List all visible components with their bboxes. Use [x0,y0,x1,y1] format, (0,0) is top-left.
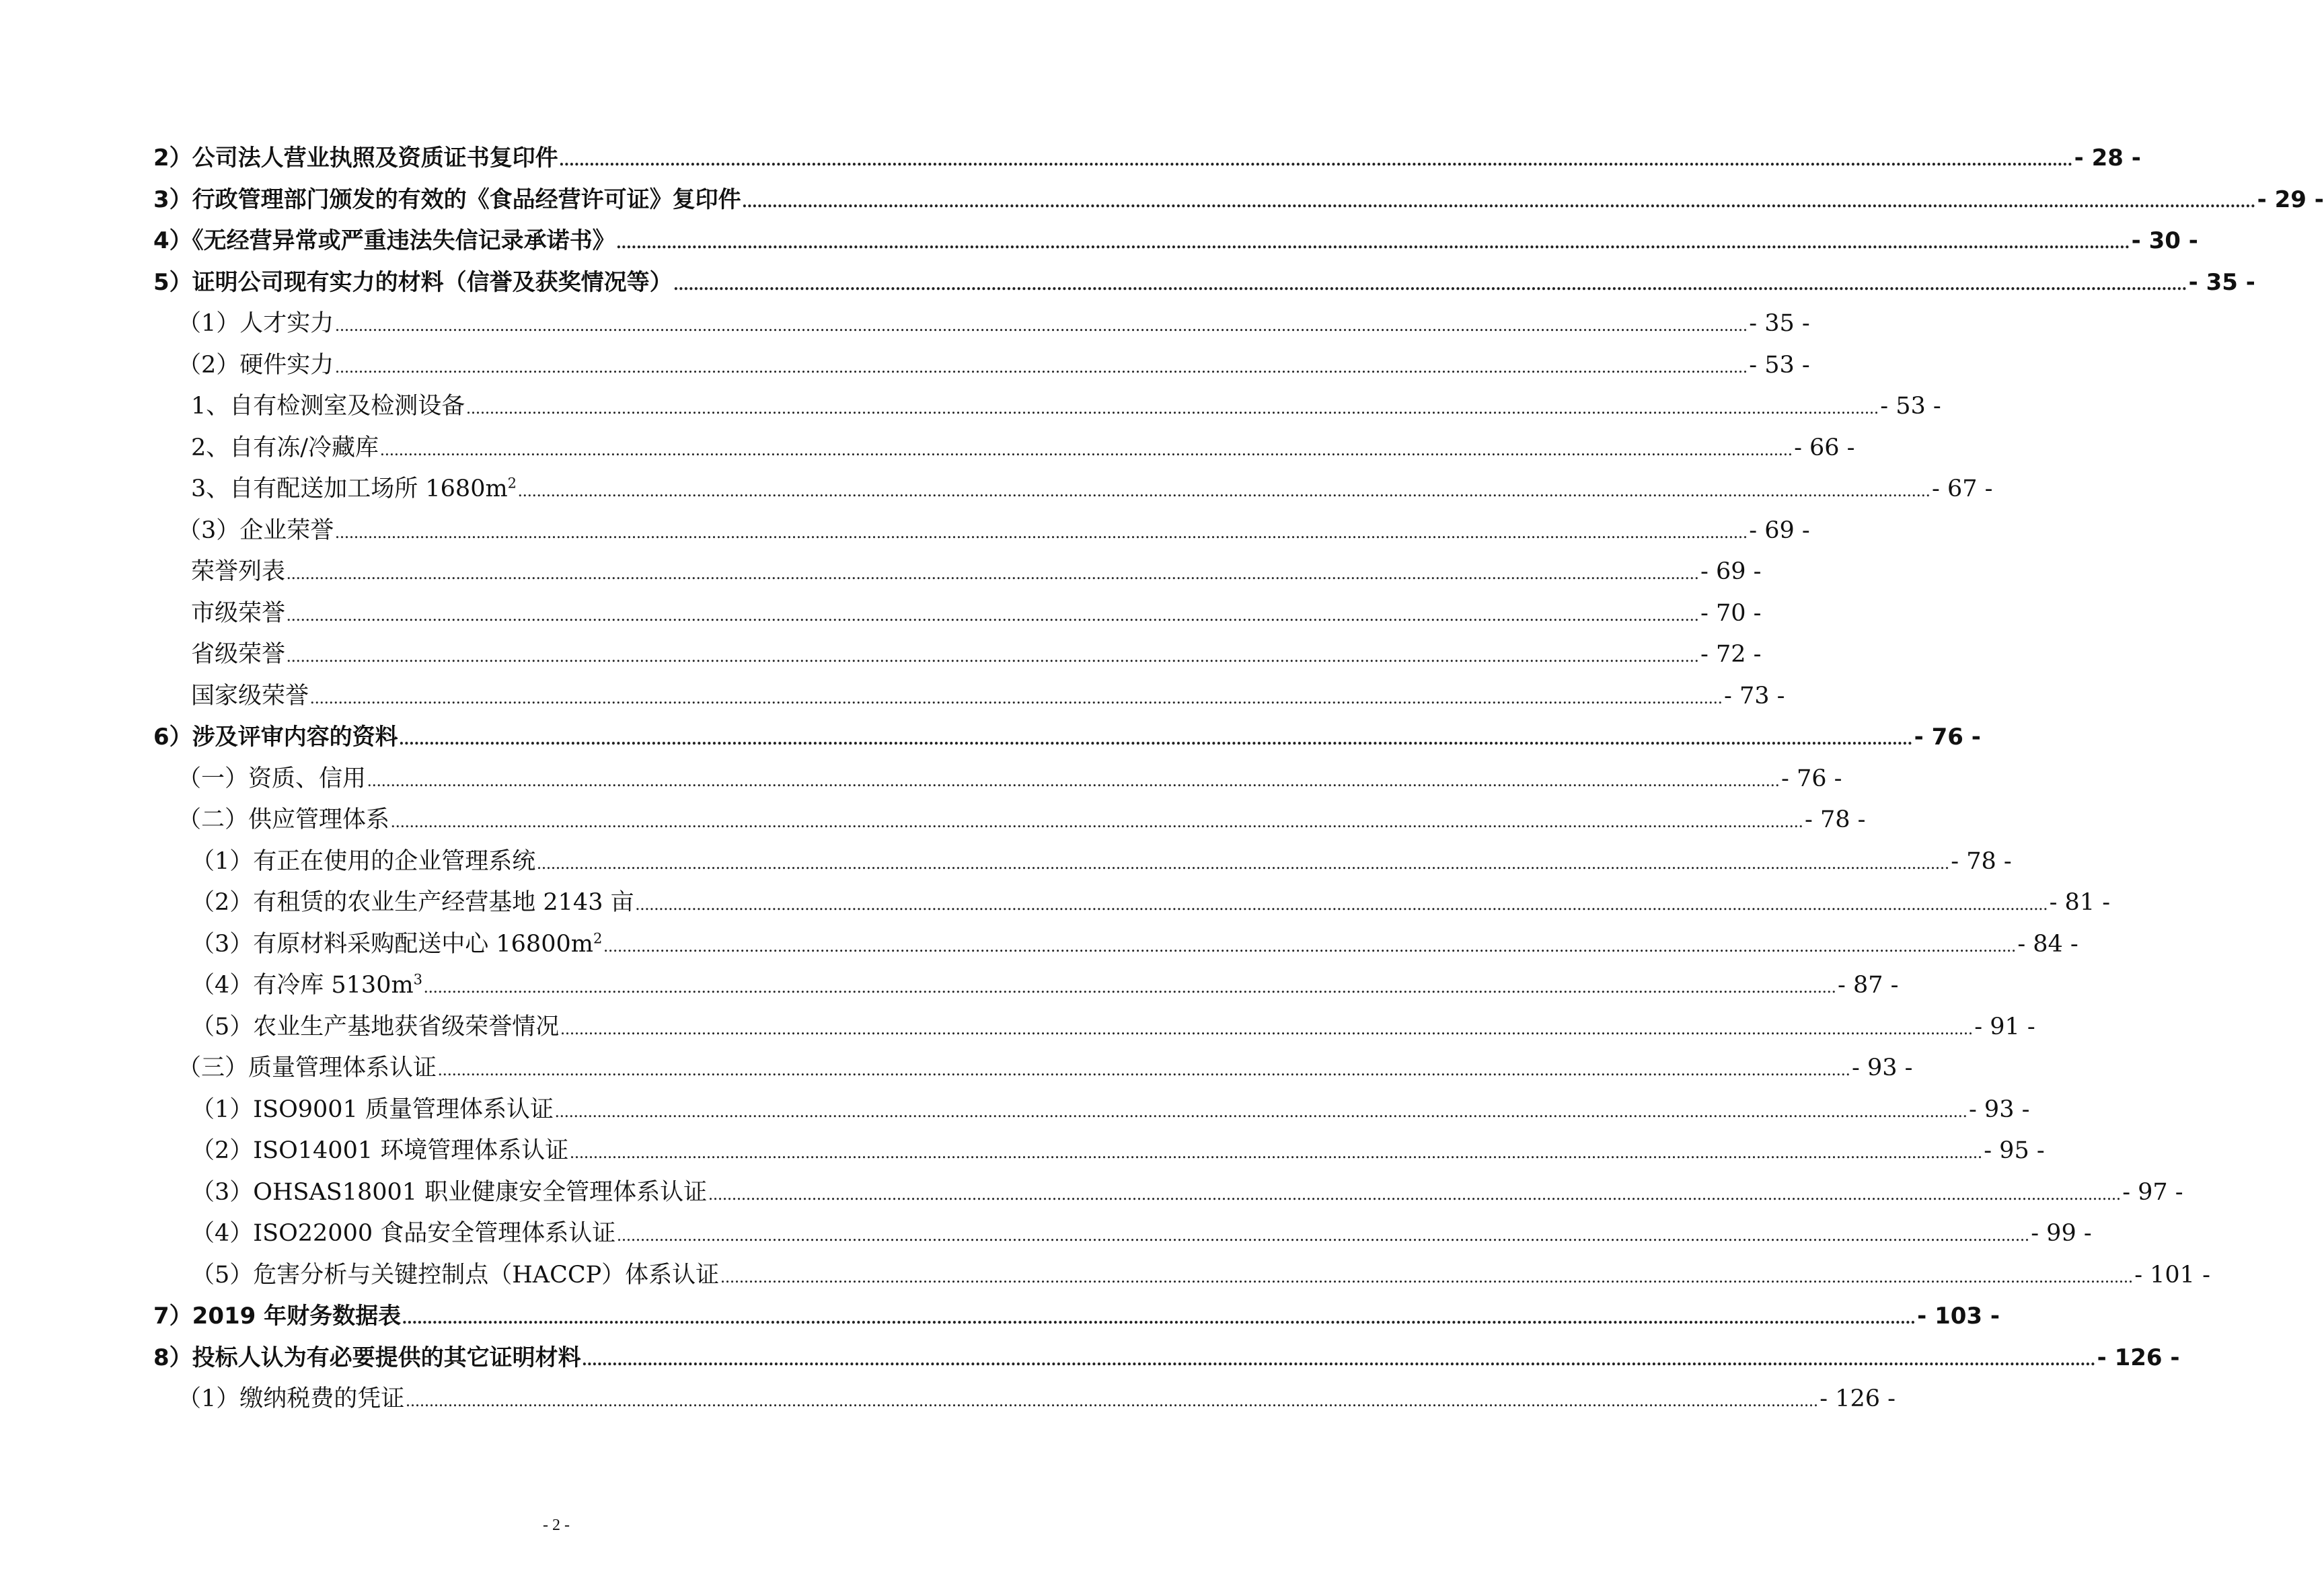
toc-entry[interactable] [153,305,1810,346]
toc-leader-dots: ............................................................................................................................................................................................................................................................................................................ [310,687,1723,707]
toc-entry-title: （3）有原材料采购配送中心 $16800m^2$ [191,929,603,958]
toc-entry-title: 3、自有配送加工场所 $1680m^2$ [191,475,517,502]
toc-entry-page-number: - 78 - [1805,806,1866,833]
toc-leader-dots: ............................................................................................................................................................................................................................................................................................................ [554,1101,1967,1121]
toc-entry-title: 国家级荣誉 [191,682,309,709]
toc-leader-dots: ............................................................................................................................................................................................................................................................................................................ [402,1308,1916,1328]
toc-entry[interactable] [153,264,2255,305]
toc-entry-title: （5）危害分析与关键控制点（HACCP）体系认证 [191,1261,720,1289]
toc-entry[interactable] [153,636,1762,677]
toc-entry-page-number: - 101 - [2134,1261,2210,1289]
toc-leader-dots: ............................................................................................................................................................................................................................................................................................................ [742,191,2256,211]
toc-entry-page-number: - 28 - [2074,145,2141,171]
toc-leader-dots: ............................................................................................................................................................................................................................................................................................................ [406,1391,1819,1410]
toc-entry-title: （1）有正在使用的企业管理系统 [191,847,536,875]
toc-leader-dots: ............................................................................................................................................................................................................................................................................................................ [537,853,1950,873]
toc-entry-page-number: - 103 - [1917,1303,2000,1330]
toc-entry-title: （一）资质、信用 [178,765,367,792]
toc-leader-dots: ............................................................................................................................................................................................................................................................................................................ [582,1349,2096,1369]
toc-entry[interactable] [153,512,1810,553]
toc-entry-superscript: 2 [507,475,517,492]
toc-entry-title: 2、自有冻/冷藏库 [191,434,379,461]
toc-entry-title: 5）证明公司现有实力的材料（信誉及获奖情况等） [153,268,673,296]
toc-leader-dots: ............................................................................................................................................................................................................................................................................................................ [570,1143,1983,1162]
toc-entry-superscript: 3 [413,971,423,988]
toc-leader-dots: ............................................................................................................................................................................................................................................................................................................ [673,274,2187,294]
toc-leader-dots: ............................................................................................................................................................................................................................................................................................................ [335,315,1748,335]
toc-entry-title: （4）ISO22000 食品安全管理体系认证 [191,1220,616,1247]
toc-entry-title: 1、自有检测室及检测设备 [191,393,465,420]
page-footer-number: - 2 - [543,1517,570,1534]
toc-entry-page-number: - 97 - [2122,1178,2183,1206]
toc-entry-title: （1）人才实力 [178,310,334,337]
toc-entry[interactable] [153,1008,2035,1050]
toc-entry-page-number: - 29 - [2257,186,2324,213]
toc-entry[interactable] [153,843,2012,884]
toc-entry-page-number: - 81 - [2049,889,2111,916]
table-of-contents [153,139,2324,1422]
toc-entry-page-number: - 53 - [1749,351,1810,379]
toc-entry-title: （4）有冷库 $5130m^3$ [191,971,423,999]
toc-entry-title: （三）质量管理体系认证 [178,1054,437,1081]
toc-entry-title: 8）投标人认为有必要提供的其它证明材料 [153,1344,581,1371]
toc-entry-title: 2）公司法人营业执照及资质证书复印件 [153,145,558,171]
toc-entry[interactable] [153,1339,2180,1381]
toc-entry-title: （2）硬件实力 [178,351,334,379]
toc-entry[interactable] [153,1297,2000,1339]
toc-entry-page-number: - 87 - [1838,972,1899,999]
toc-entry[interactable] [153,718,1981,760]
toc-entry-page-number: - 76 - [1781,765,1842,792]
toc-entry-title: 6）涉及评审内容的资料 [153,724,398,751]
toc-entry-page-number: - 69 - [1749,516,1810,544]
toc-leader-dots: ............................................................................................................................................................................................................................................................................................................ [617,1225,2030,1245]
toc-leader-dots: ............................................................................................................................................................................................................................................................................................................ [380,439,1793,459]
toc-leader-dots: ............................................................................................................................................................................................................................................................................................................ [559,150,2073,169]
toc-entry-page-number: - 78 - [1951,847,2012,875]
toc-entry[interactable] [153,346,1810,388]
toc-entry-title: （3）企业荣誉 [178,516,334,544]
toc-entry[interactable] [153,1091,2030,1133]
toc-leader-dots: ............................................................................................................................................................................................................................................................................................................ [518,481,1931,500]
toc-entry-page-number: - 66 - [1794,434,1855,461]
toc-entry[interactable] [153,139,2141,181]
toc-leader-dots: ............................................................................................................................................................................................................................................................................................................ [399,729,1913,749]
toc-entry-page-number: - 126 - [2097,1344,2180,1371]
toc-entry-page-number: - 35 - [1749,310,1810,337]
toc-leader-dots: ............................................................................................................................................................................................................................................................................................................ [560,1018,1974,1038]
toc-entry-title: （1）ISO9001 质量管理体系认证 [191,1096,554,1123]
toc-leader-dots: ............................................................................................................................................................................................................................................................................................................ [391,812,1804,831]
toc-entry[interactable] [153,181,2324,223]
toc-entry-title: 3）行政管理部门颁发的有效的《食品经营许可证》复印件 [153,186,741,213]
toc-entry-superscript: 2 [593,929,603,946]
toc-entry[interactable] [153,470,1993,512]
toc-entry-page-number: - 53 - [1880,393,1941,420]
toc-leader-dots: ............................................................................................................................................................................................................................................................................................................ [287,605,1700,625]
toc-leader-dots: ............................................................................................................................................................................................................................................................................................................ [720,1266,2134,1287]
toc-leader-dots: ............................................................................................................................................................................................................................................................................................................ [603,935,2017,956]
toc-entry[interactable] [153,966,1899,1008]
toc-leader-dots: ............................................................................................................................................................................................................................................................................................................ [287,646,1700,666]
toc-entry-page-number: - 70 - [1700,599,1762,627]
toc-entry-page-number: - 99 - [2031,1220,2092,1247]
toc-entry[interactable] [153,594,1762,636]
toc-leader-dots: ............................................................................................................................................................................................................................................................................................................ [466,398,1879,418]
toc-entry[interactable] [153,1256,2210,1298]
toc-entry[interactable] [153,760,1842,802]
toc-entry[interactable] [153,222,2198,264]
toc-entry[interactable] [153,1215,2092,1256]
toc-entry-title: 7）2019 年财务数据表 [153,1303,402,1330]
toc-entry-page-number: - 126 - [1820,1385,1896,1412]
toc-leader-dots: ............................................................................................................................................................................................................................................................................................................ [287,564,1700,583]
toc-entry-page-number: - 73 - [1724,682,1785,709]
toc-entry-page-number: - 67 - [1932,475,1993,502]
toc-leader-dots: ............................................................................................................................................................................................................................................................................................................ [708,1184,2122,1204]
toc-entry[interactable] [153,387,1941,429]
toc-entry[interactable] [153,801,1866,843]
toc-entry-page-number: - 30 - [2131,227,2198,254]
toc-entry[interactable] [153,925,2078,967]
toc-entry-title: （5）农业生产基地获省级荣誉情况 [191,1013,560,1040]
toc-entry[interactable] [153,429,1855,471]
toc-entry-page-number: - 35 - [2188,268,2255,296]
toc-leader-dots: ............................................................................................................................................................................................................................................................................................................ [335,356,1748,377]
toc-entry-title: 荣誉列表 [191,558,286,585]
toc-entry-page-number: - 95 - [1984,1137,2045,1164]
toc-entry-title: 省级荣誉 [191,641,286,668]
toc-entry-title: （1）缴纳税费的凭证 [178,1385,405,1412]
toc-entry-title: （3）OHSAS18001 职业健康安全管理体系认证 [191,1178,708,1206]
toc-leader-dots: ............................................................................................................................................................................................................................................................................................................ [367,770,1781,790]
toc-entry[interactable] [153,1049,1913,1091]
toc-entry-title: （2）有租赁的农业生产经营基地 2143 亩 [191,889,634,916]
toc-entry[interactable] [153,884,2111,925]
toc-leader-dots: ............................................................................................................................................................................................................................................................................................................ [335,522,1748,542]
toc-entry-title: 市级荣誉 [191,599,286,627]
toc-entry-page-number: - 93 - [1852,1054,1913,1081]
toc-entry-page-number: - 76 - [1914,724,1981,751]
toc-entry-page-number: - 91 - [1974,1013,2035,1040]
toc-leader-dots: ............................................................................................................................................................................................................................................................................................................ [438,1060,1851,1079]
toc-entry-title: 4）《无经营异常或严重违法失信记录承诺书》 [153,227,615,254]
toc-entry-page-number: - 84 - [2017,930,2078,958]
toc-entry-page-number: - 93 - [1968,1096,2030,1123]
toc-entry[interactable] [153,1132,2045,1174]
toc-entry[interactable] [153,1380,1896,1422]
toc-entry[interactable] [153,677,1785,719]
toc-entry[interactable] [153,1174,2183,1215]
toc-entry-page-number: - 69 - [1700,558,1762,585]
toc-entry-title: （2）ISO14001 环境管理体系认证 [191,1137,569,1164]
toc-leader-dots: ............................................................................................................................................................................................................................................................................................................ [616,233,2130,252]
toc-entry-page-number: - 72 - [1700,641,1762,668]
toc-leader-dots: ............................................................................................................................................................................................................................................................................................................ [635,894,2048,914]
toc-entry[interactable] [153,553,1762,594]
toc-entry-title: （二）供应管理体系 [178,806,390,833]
toc-leader-dots: ............................................................................................................................................................................................................................................................................................................ [424,977,1837,997]
